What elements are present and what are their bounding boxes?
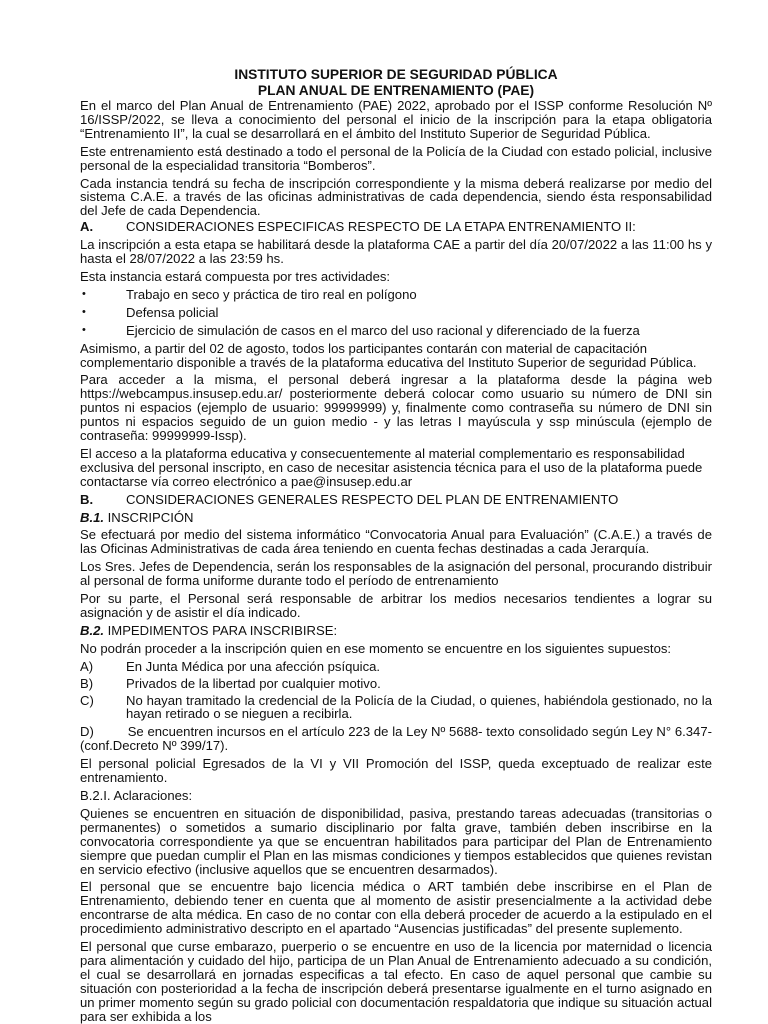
section-a-paragraph-2: Esta instancia estará compuesta por tres actividades: bbox=[80, 268, 391, 284]
section-b-title: CONSIDERACIONES GENERALES RESPECTO DEL PLAN DE ENTRENAMIENTO bbox=[126, 491, 619, 507]
activity-text: Ejercicio de simulación de casos en el marco del uso racional y diferenciado de la fuerza bbox=[126, 322, 640, 338]
subsection-b2-title: IMPEDIMENTOS PARA INSCRIBIRSE: bbox=[107, 622, 338, 638]
item-text: Privados de la libertad por cualquier motivo. bbox=[126, 675, 381, 691]
document-title-line-1: INSTITUTO SUPERIOR DE SEGURIDAD PÚBLICA bbox=[234, 67, 558, 82]
subsection-b1-title: INSCRIPCIÓN bbox=[107, 509, 194, 525]
section-a-marker: A. bbox=[80, 219, 94, 235]
subsection-b1-marker: B.1. bbox=[80, 509, 105, 525]
b21-paragraph-2: El personal que se encuentre bajo licencia médica o ART también debe inscribirse en el Plan de Entrenamiento, debiendo tener en cuenta que al momento de asistir presencialmente a la actividad debe encontrarse de alta médica. En caso de no contar con ella deberá proceder de acuerdo a la estipulado en el procedimiento administrativo descripto en el apartado “Ausencias justificadas” del presente suplemento. bbox=[80, 879, 712, 937]
b1-paragraph-2: Los Sres. Jefes de Dependencia, serán los responsables de la asignación del personal, procurando distribuir al personal de forma uniforme durante todo el período de entrenamiento bbox=[80, 559, 712, 589]
intro-paragraph-3: Cada instancia tendrá su fecha de inscripción correspondiente y la misma deberá realizarse por medio del sistema C.A.E. a través de las oficinas administrativas de cada dependencia, siendo ésta responsabilidad del Jefe de cada Dependencia. bbox=[80, 175, 712, 219]
item-marker: B) bbox=[80, 675, 94, 691]
exception-paragraph: El personal policial Egresados de la VI y VII Promoción del ISSP, queda exceptuado de realizar este entrenamiento. bbox=[80, 756, 712, 786]
item-text: En Junta Médica por una afección psíquica. bbox=[126, 658, 381, 674]
bullet-icon: • bbox=[82, 305, 86, 318]
b21-paragraph-1: Quienes se encuentren en situación de disponibilidad, pasiva, prestando tareas adecuadas (transitorias o permanentes) o sometidos a sumario disciplinario por falta grave, también deben inscribirse en la convocatoria correspondiente ya que se encuentran habilitados para participar del Plan de Entrenamiento siempre que puedan cumplir el Plan en las mismas condiciones y tiempos establecidos que quienes revistan en servicio efectivo (inclusive aquellos que se encuentren desarmados). bbox=[80, 805, 712, 877]
document-title-line-2: PLAN ANUAL DE ENTRENAMIENTO (PAE) bbox=[257, 82, 535, 98]
section-b-heading bbox=[80, 493, 712, 507]
impediments-list bbox=[80, 660, 712, 722]
activity-text: Defensa policial bbox=[126, 304, 219, 320]
activity-text: Trabajo en seco y práctica de tiro real en polígono bbox=[126, 286, 417, 302]
b21-paragraph-3: El personal que curse embarazo, puerperio o se encuentre en uso de la licencia por maternidad o licencia para alimentación y cuidado del hijo, participa de un Plan Anual de Entrenamiento adecuado a su condición, el cual se desarrollará en jornadas especificas a tal efecto. En caso de aquel personal que cambie su situación con posterioridad a la fecha de inscripción deberá presentarse igualmente en el turno asignado en un primer momento según su grado policial con documentación respaldatoria que indique su situación actual para ser exhibida a los bbox=[80, 939, 712, 1024]
intro-paragraph-1: En el marco del Plan Anual de Entrenamiento (PAE) 2022, aprobado por el ISSP conforme Resolución Nº 16/ISSP/2022, se lleva a conocimiento del personal el inicio de la inscripción para la etapa obligatoria “Entrenamiento II”, la cual se desarrollará en el ámbito del Instituto Superior de Seguridad Pública. bbox=[80, 98, 712, 141]
list-item bbox=[80, 694, 712, 722]
item-marker: A) bbox=[80, 658, 94, 674]
item-marker: D) bbox=[80, 724, 94, 740]
b1-paragraph-1: Se efectuará por medio del sistema informático “Convocatoria Anual para Evaluación” (C.A.E.) a través de las Oficinas Administrativas de cada área teniendo en cuenta fechas destinadas a cada Jerarquía. bbox=[80, 527, 712, 557]
subsection-b2-heading bbox=[80, 624, 712, 638]
intro-paragraph-2: Este entrenamiento está destinado a todo el personal de la Policía de la Ciudad con estado policial, inclusive personal de la especialidad transitoria “Bomberos”. bbox=[80, 143, 712, 173]
impediment-d bbox=[80, 725, 712, 753]
b21-heading: B.2.I. Aclaraciones: bbox=[80, 787, 193, 803]
subsection-b1-heading bbox=[80, 511, 712, 525]
section-a-heading bbox=[80, 220, 712, 234]
list-item bbox=[80, 324, 712, 338]
bullet-icon: • bbox=[82, 323, 86, 336]
section-a-paragraph-4: Para acceder a la misma, el personal deberá ingresar a la plataforma desde la página web https://webcampus.insusep.edu.ar/ posteriormente deberá colocar como usuario su número de DNI sin puntos ni espacios (ejemplo de usuario: 99999999) y, finalmente como contraseña su número de DNI sin puntos ni espacios seguido de un guion medio - y las letras I mayúscula y ssp minúscula (ejemplo de contraseña: 99999999-Issp). bbox=[80, 372, 712, 444]
list-item bbox=[80, 660, 712, 674]
item-text: Se encuentren incursos en el artículo 223 de la Ley Nº 5688- texto consolidado según Ley N° 6.347- (conf.Decreto Nº 399/17). bbox=[80, 724, 712, 754]
item-marker: C) bbox=[80, 692, 94, 708]
list-item bbox=[80, 288, 712, 302]
section-b-marker: B. bbox=[80, 491, 94, 507]
b1-paragraph-3: Por su parte, el Personal será responsable de arbitrar los medios necesarios tendientes a lograr su asignación y de asistir el día indicado. bbox=[80, 591, 712, 620]
section-a-paragraph-1: La inscripción a esta etapa se habilitará desde la plataforma CAE a partir del día 20/07/2022 a las 11:00 hs y hasta el 28/07/2022 a las 23:59 hs. bbox=[80, 237, 712, 267]
item-text: No hayan tramitado la credencial de la Policía de la Ciudad, o quienes, habiéndola gestionado, no la hayan retirado o se nieguen a recibirla. bbox=[126, 692, 712, 722]
section-a-title: CONSIDERACIONES ESPECIFICAS RESPECTO DE LA ETAPA ENTRENAMIENTO II: bbox=[126, 219, 636, 235]
section-a-paragraph-5: El acceso a la plataforma educativa y consecuentemente al material complementario es responsabilidad exclusiva del personal inscripto, en caso de necesitar asistencia técnica para el uso de la plataforma puede contactarse vía correo electrónico a pae@insusep.edu.ar bbox=[80, 445, 703, 489]
bullet-icon: • bbox=[82, 287, 86, 300]
list-item bbox=[80, 306, 712, 320]
b2-intro: No podrán proceder a la inscripción quien en ese momento se encuentre en los siguientes supuestos: bbox=[80, 640, 672, 656]
subsection-b2-marker: B.2. bbox=[80, 622, 105, 638]
activities-list bbox=[80, 288, 712, 338]
list-item bbox=[80, 677, 712, 691]
section-a-paragraph-3: Asimismo, a partir del 02 de agosto, todos los participantes contarán con material de capacitación complementario disponible a través de la plataforma educativa del Instituto Superior de seguridad Pública. bbox=[80, 340, 697, 370]
